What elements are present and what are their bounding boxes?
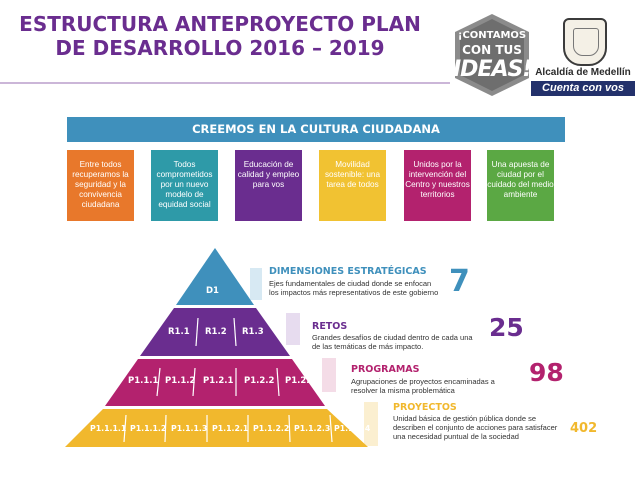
pyramid-cell: P1.1.1 xyxy=(128,376,159,386)
level-description: Ejes fundamentales de ciudad donde se enfocan los impactos más representativos de este gobierno xyxy=(269,279,439,297)
pyramid-cell: R1.2 xyxy=(205,327,227,337)
pyramid-cell: R1.3 xyxy=(242,327,264,337)
pyramid-level-1 xyxy=(176,248,254,305)
dimension-card: Movilidad sostenible: una tarea de todos xyxy=(319,150,386,221)
title-line-1: ESTRUCTURA ANTEPROYECTO PLAN xyxy=(19,12,421,36)
pyramid-cell: D1 xyxy=(206,286,219,296)
level3-connector xyxy=(322,358,336,392)
pyramid-cell: P1.1.1.1 xyxy=(90,424,127,433)
pyramid-cell: R1.1 xyxy=(168,327,190,337)
pyramid-cell: P1.1.2.2 xyxy=(253,424,290,433)
dimension-card: Unidos por la intervención del Centro y nuestros territorios xyxy=(404,150,471,221)
badge-line-2: CON TUS xyxy=(462,43,522,57)
dimension-card: Educación de calidad y empleo para vos xyxy=(235,150,302,221)
pyramid-cell: P1.1.1.2 xyxy=(130,424,167,433)
level-count: 7 xyxy=(449,264,470,299)
dimension-card: Todos comprometidos por un nuevo modelo de equidad social xyxy=(151,150,218,221)
pyramid-cell: P1.1.2.4 xyxy=(334,424,371,433)
badge-line-1: ¡CONTAMOS xyxy=(457,30,527,41)
dimension-card: Entre todos recuperamos la seguridad y la convivencia ciudadana xyxy=(67,150,134,221)
level-title: PROGRAMAS xyxy=(351,364,420,375)
level1-connector xyxy=(250,268,262,300)
level-description: Agrupaciones de proyectos encaminadas a resolver la misma problemática xyxy=(351,377,495,395)
level-count: 25 xyxy=(489,313,524,342)
level-count: 98 xyxy=(529,358,564,387)
pyramid-cell: P1.1.2.3 xyxy=(294,424,331,433)
level-description: Unidad básica de gestión pública donde se describen el conjunto de acciones para satisfacer una necesidad puntual de la sociedad xyxy=(393,414,558,441)
title-line-2: DE DESARROLLO 2016 – 2019 xyxy=(55,36,385,60)
level-title: DIMENSIONES ESTRATÉGICAS xyxy=(269,266,427,277)
badge-line-3: IDEAS! xyxy=(453,57,532,82)
culture-banner: CREEMOS EN LA CULTURA CIUDADANA xyxy=(67,117,565,142)
level-count: 402 xyxy=(570,421,598,436)
level-title: RETOS xyxy=(312,321,348,332)
pyramid-cell: P1.2.1 xyxy=(203,376,234,386)
level2-connector xyxy=(286,313,300,345)
dimension-card: Una apuesta de ciudad por el cuidado del medio ambiente xyxy=(487,150,554,221)
pyramid-cell: P1.2.2 xyxy=(244,376,275,386)
pyramid-cell: P1.1.2.1 xyxy=(212,424,249,433)
alcaldia-label: Alcaldía de Medellín xyxy=(535,67,631,78)
level-description: Grandes desafíos de ciudad dentro de cada una de las temáticas de más impacto. xyxy=(312,333,473,351)
pyramid-cell: P1.1.2 xyxy=(165,376,196,386)
cuenta-con-vos-label: Cuenta con vos xyxy=(531,81,635,96)
pyramid-cell: P1.2.3 xyxy=(285,376,316,386)
level-title: PROYECTOS xyxy=(393,402,457,413)
pyramid-cell: P1.1.1.3 xyxy=(171,424,208,433)
